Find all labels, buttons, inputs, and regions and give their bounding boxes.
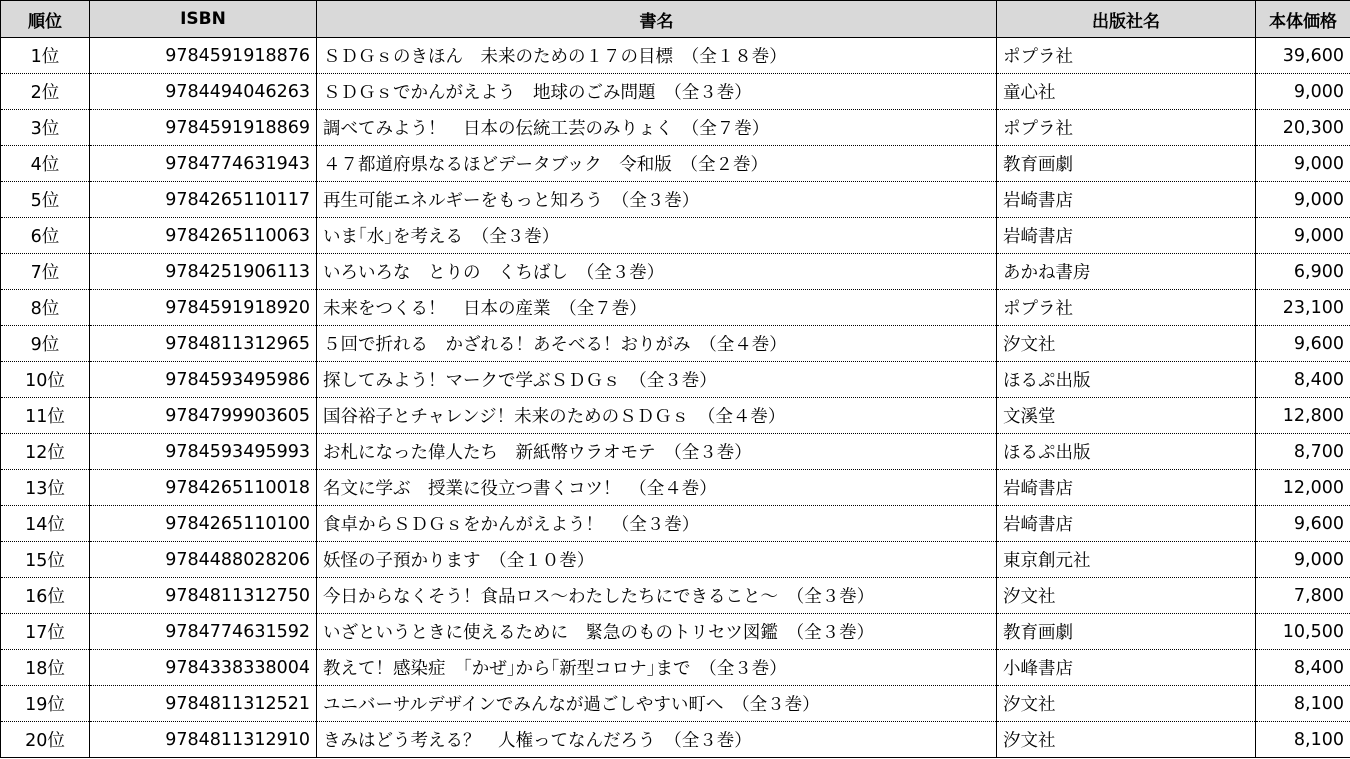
table-row xyxy=(1,74,1350,110)
rank-cell: 5位 xyxy=(1,182,90,218)
publisher-cell: 汐文社 xyxy=(997,578,1256,614)
price-cell: 10,500 xyxy=(1256,614,1350,650)
rank-cell: 8位 xyxy=(1,290,90,326)
title-cell: お札になった偉人たち 新紙幣ウラオモテ （全３巻） xyxy=(317,434,997,470)
rank-cell: 9位 xyxy=(1,326,90,362)
table-row xyxy=(1,362,1350,398)
table-row xyxy=(1,110,1350,146)
isbn-cell: 9784265110018 xyxy=(90,470,317,506)
rank-cell: 4位 xyxy=(1,146,90,182)
publisher-cell: ポプラ社 xyxy=(997,290,1256,326)
title-cell: いろいろな とりの くちばし （全３巻） xyxy=(317,254,997,290)
title-cell: 未来をつくる！ 日本の産業 （全７巻） xyxy=(317,290,997,326)
price-cell: 9,600 xyxy=(1256,326,1350,362)
isbn-cell: 9784591918876 xyxy=(90,38,317,74)
rank-cell: 14位 xyxy=(1,506,90,542)
rank-cell: 6位 xyxy=(1,218,90,254)
isbn-cell: 9784593495986 xyxy=(90,362,317,398)
publisher-cell: 童心社 xyxy=(997,74,1256,110)
price-cell: 8,400 xyxy=(1256,362,1350,398)
price-cell: 9,000 xyxy=(1256,542,1350,578)
rank-cell: 17位 xyxy=(1,614,90,650)
publisher-cell: 汐文社 xyxy=(997,326,1256,362)
rank-cell: 2位 xyxy=(1,74,90,110)
rank-cell: 15位 xyxy=(1,542,90,578)
publisher-cell: ポプラ社 xyxy=(997,38,1256,74)
table-row xyxy=(1,38,1350,74)
isbn-cell: 9784811312521 xyxy=(90,686,317,722)
price-cell: 7,800 xyxy=(1256,578,1350,614)
table-row xyxy=(1,182,1350,218)
rank-cell: 1位 xyxy=(1,38,90,74)
isbn-cell: 9784591918869 xyxy=(90,110,317,146)
isbn-cell: 9784811312965 xyxy=(90,326,317,362)
title-cell: いま｢水｣を考える （全３巻） xyxy=(317,218,997,254)
publisher-cell: 教育画劇 xyxy=(997,146,1256,182)
isbn-cell: 9784251906113 xyxy=(90,254,317,290)
publisher-cell: 東京創元社 xyxy=(997,542,1256,578)
title-cell: きみはどう考える？ 人権ってなんだろう （全３巻） xyxy=(317,722,997,758)
table-row xyxy=(1,686,1350,722)
publisher-cell: 小峰書店 xyxy=(997,650,1256,686)
rank-cell: 3位 xyxy=(1,110,90,146)
isbn-cell: 9784265110100 xyxy=(90,506,317,542)
table-row xyxy=(1,254,1350,290)
isbn-cell: 9784338338004 xyxy=(90,650,317,686)
rank-cell: 10位 xyxy=(1,362,90,398)
isbn-cell: 9784488028206 xyxy=(90,542,317,578)
publisher-cell: 岩崎書店 xyxy=(997,506,1256,542)
header-publisher: 出版社名 xyxy=(997,1,1256,38)
title-cell: いざというときに使えるために 緊急のものトリセツ図鑑 （全３巻） xyxy=(317,614,997,650)
price-cell: 8,100 xyxy=(1256,722,1350,758)
isbn-cell: 9784811312910 xyxy=(90,722,317,758)
publisher-cell: ポプラ社 xyxy=(997,110,1256,146)
title-cell: 国谷裕子とチャレンジ！未来のためのＳＤＧｓ （全４巻） xyxy=(317,398,997,434)
price-cell: 8,400 xyxy=(1256,650,1350,686)
rank-cell: 12位 xyxy=(1,434,90,470)
header-isbn: ISBN xyxy=(90,1,317,38)
isbn-cell: 9784265110063 xyxy=(90,218,317,254)
title-cell: 調べてみよう！ 日本の伝統工芸のみりょく （全７巻） xyxy=(317,110,997,146)
isbn-cell: 9784494046263 xyxy=(90,74,317,110)
title-cell: 今日からなくそう！食品ロス～わたしたちにできること～ （全３巻） xyxy=(317,578,997,614)
header-price: 本体価格 xyxy=(1256,1,1350,38)
rank-cell: 18位 xyxy=(1,650,90,686)
table-row xyxy=(1,506,1350,542)
price-cell: 9,000 xyxy=(1256,146,1350,182)
isbn-cell: 9784265110117 xyxy=(90,182,317,218)
table-row xyxy=(1,614,1350,650)
publisher-cell: 汐文社 xyxy=(997,686,1256,722)
isbn-cell: 9784799903605 xyxy=(90,398,317,434)
title-cell: ５回で折れる かざれる！あそべる！おりがみ （全４巻） xyxy=(317,326,997,362)
publisher-cell: ほるぷ出版 xyxy=(997,362,1256,398)
price-cell: 39,600 xyxy=(1256,38,1350,74)
price-cell: 9,000 xyxy=(1256,182,1350,218)
price-cell: 12,800 xyxy=(1256,398,1350,434)
price-cell: 9,000 xyxy=(1256,74,1350,110)
price-cell: 6,900 xyxy=(1256,254,1350,290)
header-row xyxy=(1,1,1350,38)
title-cell: 妖怪の子預かります （全１０巻） xyxy=(317,542,997,578)
isbn-cell: 9784774631943 xyxy=(90,146,317,182)
table-row xyxy=(1,650,1350,686)
title-cell: 教えて！感染症 ｢かぜ｣から｢新型コロナ｣まで （全３巻） xyxy=(317,650,997,686)
isbn-cell: 9784811312750 xyxy=(90,578,317,614)
table-row xyxy=(1,326,1350,362)
title-cell: ＳＤＧｓのきほん 未来のための１７の目標 （全１８巻） xyxy=(317,38,997,74)
title-cell: 再生可能エネルギーをもっと知ろう （全３巻） xyxy=(317,182,997,218)
header-title: 書名 xyxy=(317,1,997,38)
table-row xyxy=(1,218,1350,254)
rank-cell: 19位 xyxy=(1,686,90,722)
title-cell: 食卓からＳＤＧｓをかんがえよう！ （全３巻） xyxy=(317,506,997,542)
rank-cell: 16位 xyxy=(1,578,90,614)
title-cell: 探してみよう！マークで学ぶＳＤＧｓ （全３巻） xyxy=(317,362,997,398)
rank-cell: 11位 xyxy=(1,398,90,434)
table-row xyxy=(1,290,1350,326)
isbn-cell: 9784591918920 xyxy=(90,290,317,326)
table-row xyxy=(1,578,1350,614)
publisher-cell: 岩崎書店 xyxy=(997,182,1256,218)
publisher-cell: 岩崎書店 xyxy=(997,470,1256,506)
rank-cell: 13位 xyxy=(1,470,90,506)
publisher-cell: 岩崎書店 xyxy=(997,218,1256,254)
title-cell: 名文に学ぶ 授業に役立つ書くコツ！ （全４巻） xyxy=(317,470,997,506)
title-cell: ４７都道府県なるほどデータブック 令和版 （全２巻） xyxy=(317,146,997,182)
table-row xyxy=(1,470,1350,506)
price-cell: 23,100 xyxy=(1256,290,1350,326)
publisher-cell: 汐文社 xyxy=(997,722,1256,758)
publisher-cell: ほるぷ出版 xyxy=(997,434,1256,470)
price-cell: 12,000 xyxy=(1256,470,1350,506)
price-cell: 9,000 xyxy=(1256,218,1350,254)
price-cell: 9,600 xyxy=(1256,506,1350,542)
table-row xyxy=(1,722,1350,758)
isbn-cell: 9784774631592 xyxy=(90,614,317,650)
rank-cell: 20位 xyxy=(1,722,90,758)
table-row xyxy=(1,146,1350,182)
isbn-cell: 9784593495993 xyxy=(90,434,317,470)
publisher-cell: あかね書房 xyxy=(997,254,1256,290)
publisher-cell: 教育画劇 xyxy=(997,614,1256,650)
title-cell: ユニバーサルデザインでみんなが過ごしやすい町へ （全３巻） xyxy=(317,686,997,722)
table-row xyxy=(1,398,1350,434)
price-cell: 20,300 xyxy=(1256,110,1350,146)
table-row xyxy=(1,542,1350,578)
rank-cell: 7位 xyxy=(1,254,90,290)
header-rank: 順位 xyxy=(1,1,90,38)
price-cell: 8,100 xyxy=(1256,686,1350,722)
title-cell: ＳＤＧｓでかんがえよう 地球のごみ問題 （全３巻） xyxy=(317,74,997,110)
publisher-cell: 文溪堂 xyxy=(997,398,1256,434)
price-cell: 8,700 xyxy=(1256,434,1350,470)
table-row xyxy=(1,434,1350,470)
